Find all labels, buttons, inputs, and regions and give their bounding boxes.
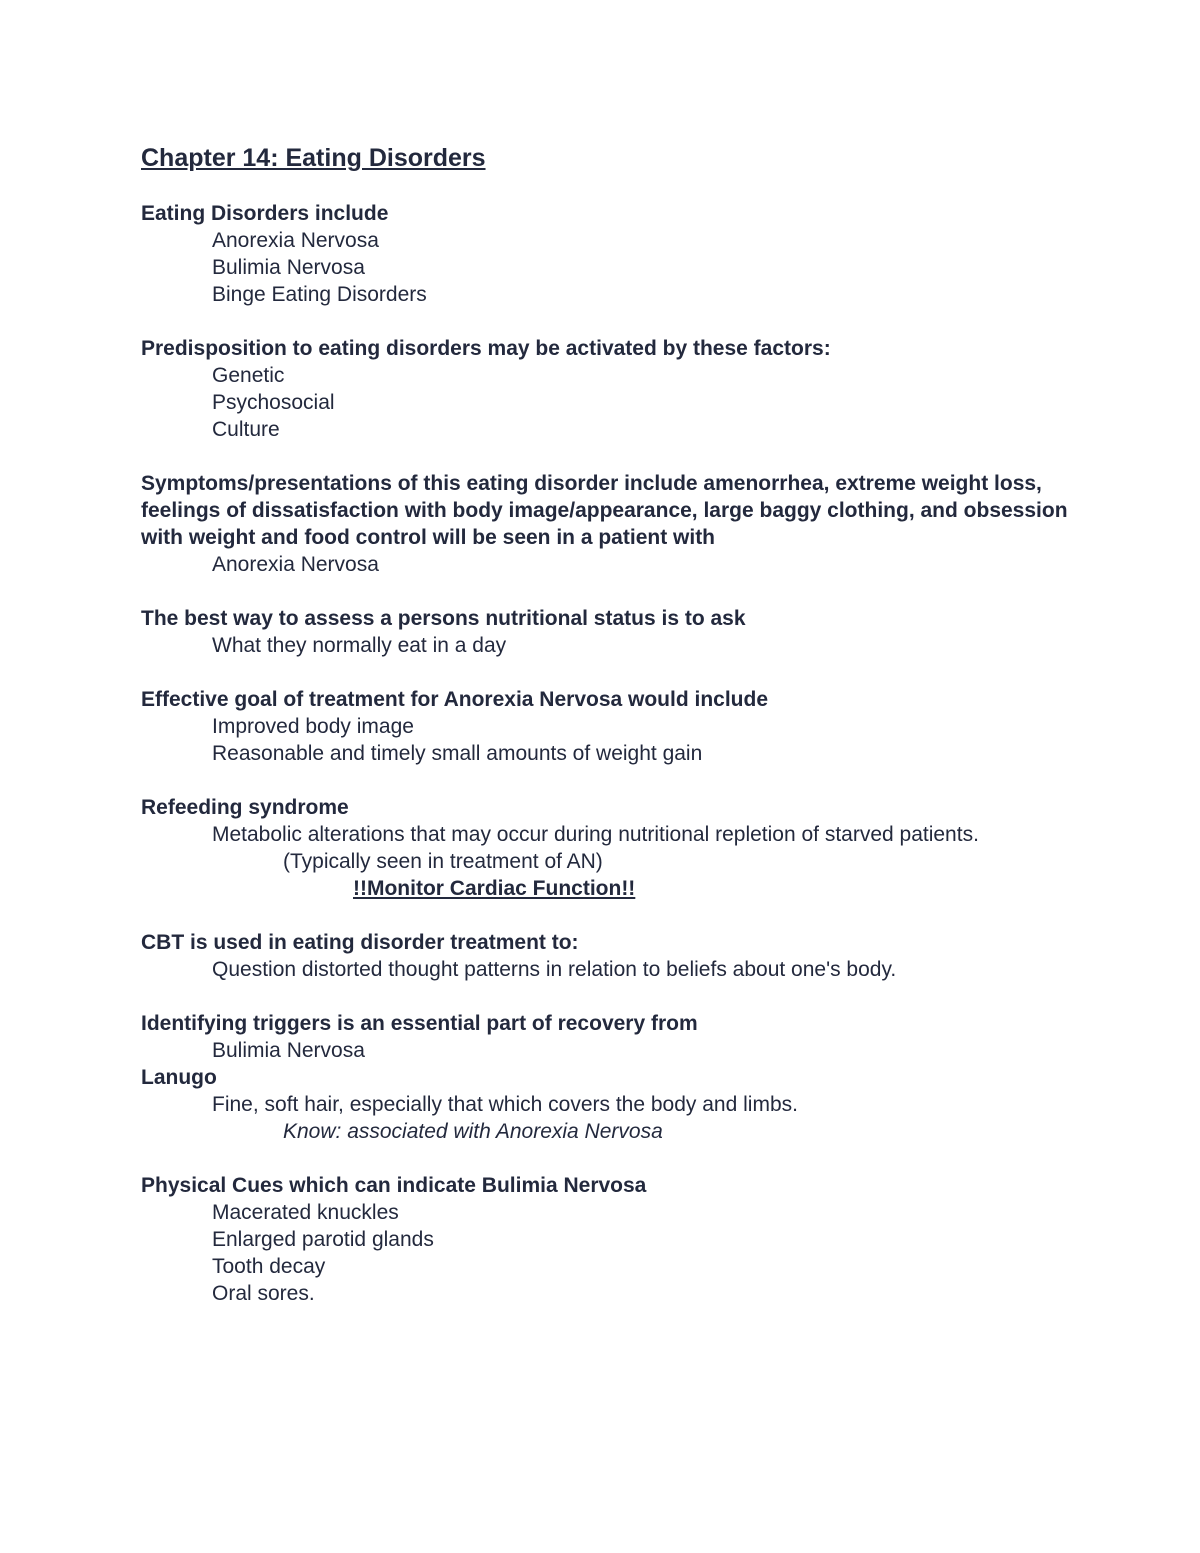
section-eating-disorders-include (141, 200, 1081, 308)
list-item: Bulimia Nervosa (212, 1039, 365, 1062)
section-heading: Lanugo (141, 1066, 217, 1089)
section-treatment-goal (141, 686, 1081, 767)
list-item: Question distorted thought patterns in relation to beliefs about one's body. (212, 958, 897, 981)
section-physical-cues (141, 1172, 1081, 1307)
list-item: Culture (212, 418, 280, 441)
list-item: Metabolic alterations that may occur during nutritional repletion of starved patients. (212, 823, 979, 846)
section-symptoms (141, 470, 1081, 578)
list-item: Psychosocial (212, 391, 335, 414)
section-heading: Effective goal of treatment for Anorexia Nervosa would include (141, 688, 769, 711)
section-heading: Refeeding syndrome (141, 796, 349, 819)
list-item: Genetic (212, 364, 285, 387)
section-identifying-triggers (141, 1010, 1081, 1064)
list-item: What they normally eat in a day (212, 634, 507, 657)
document-page (141, 140, 1081, 1334)
section-lanugo (141, 1064, 1081, 1145)
section-heading: Physical Cues which can indicate Bulimia Nervosa (141, 1174, 647, 1197)
list-item: Anorexia Nervosa (212, 229, 379, 252)
section-nutritional-status (141, 605, 1081, 659)
section-heading: The best way to assess a persons nutritional status is to ask (141, 607, 746, 630)
list-item: Binge Eating Disorders (212, 283, 427, 306)
page-title: Chapter 14: Eating Disorders (141, 144, 486, 172)
list-item: Enlarged parotid glands (212, 1228, 434, 1251)
section-heading: Eating Disorders include (141, 202, 389, 225)
section-heading: Identifying triggers is an essential part of recovery from (141, 1012, 698, 1035)
note: Know: associated with Anorexia Nervosa (283, 1120, 663, 1143)
section-refeeding-syndrome (141, 794, 1081, 902)
list-item: Anorexia Nervosa (212, 553, 379, 576)
list-item: Improved body image (212, 715, 414, 738)
note: (Typically seen in treatment of AN) (283, 850, 603, 873)
section-heading: Symptoms/presentations of this eating disorder include amenorrhea, extreme weight loss, feelings of dissatisfaction with body image/appearance, large baggy clothing, and obsession with weight and food control will be seen in a patient with (141, 472, 1068, 549)
list-item: Tooth decay (212, 1255, 326, 1278)
list-item: Bulimia Nervosa (212, 256, 365, 279)
section-predisposition (141, 335, 1081, 443)
list-item: Macerated knuckles (212, 1201, 399, 1224)
list-item: Fine, soft hair, especially that which covers the body and limbs. (212, 1093, 798, 1116)
section-heading: CBT is used in eating disorder treatment to: (141, 931, 579, 954)
section-cbt (141, 929, 1081, 983)
section-heading: Predisposition to eating disorders may be activated by these factors: (141, 337, 831, 360)
list-item: Reasonable and timely small amounts of weight gain (212, 742, 703, 765)
warning-note: !!Monitor Cardiac Function!! (353, 877, 636, 900)
list-item: Oral sores. (212, 1282, 315, 1305)
